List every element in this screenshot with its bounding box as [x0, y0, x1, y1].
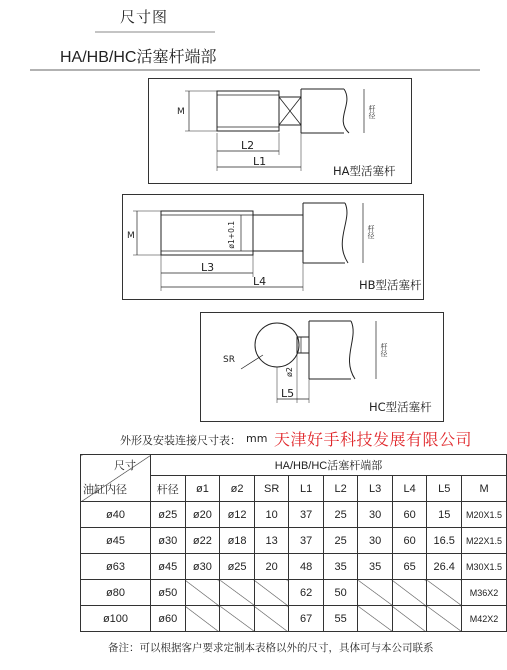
table-cell: 35: [358, 554, 392, 580]
column-header: L3: [358, 476, 392, 502]
ha-label-l1: L1: [253, 155, 267, 168]
table-cell: ø45: [150, 554, 185, 580]
table-cell: 62: [289, 580, 323, 606]
empty-cell: [254, 606, 289, 632]
hc-label-phi2: ø2: [285, 367, 294, 377]
table-cell: 55: [323, 606, 357, 632]
table-cell: 37: [289, 528, 323, 554]
table-cell: 20: [254, 554, 289, 580]
row-bore: ø40: [81, 502, 151, 528]
table-cell: ø50: [150, 580, 185, 606]
table-cell: 67: [289, 606, 323, 632]
empty-cell: [358, 606, 392, 632]
table-cell: 37: [289, 502, 323, 528]
hb-label-l4: L4: [253, 275, 267, 288]
table-cell: 26.4: [427, 554, 462, 580]
hc-label-sr: SR: [223, 355, 235, 365]
table-cell: 25: [323, 502, 357, 528]
figure-hb-frame: [122, 194, 424, 300]
ha-label-rod: 杆径: [368, 105, 376, 119]
column-header: L5: [427, 476, 462, 502]
table-intro-text: 外形及安装连接尺寸表：: [120, 434, 241, 447]
hc-label-l5: L5: [281, 387, 295, 400]
empty-cell: [220, 606, 255, 632]
column-header: ø1: [185, 476, 220, 502]
empty-cell: [392, 606, 426, 632]
ha-label-l2: L2: [241, 139, 255, 152]
row-bore: ø63: [81, 554, 151, 580]
table-cell: M22X1.5: [462, 528, 507, 554]
company-name: 天津好手科技发展有限公司: [274, 430, 473, 449]
table-cell: M30X1.5: [462, 554, 507, 580]
hb-label-phi1: ø1+0.1: [227, 221, 236, 249]
corner-bottom-label: 油缸内径: [83, 484, 127, 496]
hc-label-rod: 杆径: [380, 343, 388, 357]
table-cell: ø18: [220, 528, 255, 554]
figure-ha-frame: [148, 78, 412, 184]
spanning-header: HA/HB/HC活塞杆端部: [150, 455, 506, 476]
hc-caption: HC型活塞杆: [369, 400, 432, 414]
table-cell: 13: [254, 528, 289, 554]
table-cell: 65: [392, 554, 426, 580]
table-cell: 60: [392, 528, 426, 554]
table-cell: 50: [323, 580, 357, 606]
empty-cell: [427, 580, 462, 606]
table-row: [81, 502, 507, 528]
row-bore: ø45: [81, 528, 151, 554]
title-underline: [95, 30, 215, 34]
table-corner-cell: [81, 455, 151, 502]
section-title: HA/HB/HC活塞杆端部: [60, 49, 217, 66]
column-header: 杆径: [150, 476, 185, 502]
page-title: 尺寸图: [120, 8, 169, 26]
column-header: L2: [323, 476, 357, 502]
hb-label-l3: L3: [201, 261, 215, 274]
empty-cell: [427, 606, 462, 632]
figure-hc-frame: [200, 312, 444, 422]
hb-label-rod: 杆径: [367, 225, 375, 239]
table-cell: ø60: [150, 606, 185, 632]
table-cell: 48: [289, 554, 323, 580]
row-bore: ø80: [81, 580, 151, 606]
hb-label-m: M: [127, 231, 135, 241]
table-cell: ø25: [220, 554, 255, 580]
hb-caption: HB型活塞杆: [359, 278, 422, 292]
table-cell: M36X2: [462, 580, 507, 606]
table-cell: 15: [427, 502, 462, 528]
table-cell: ø22: [185, 528, 220, 554]
ha-caption: HA型活塞杆: [333, 164, 396, 178]
table-cell: 16.5: [427, 528, 462, 554]
table-cell: 35: [323, 554, 357, 580]
column-header: SR: [254, 476, 289, 502]
column-header: ø2: [220, 476, 255, 502]
table-cell: ø25: [150, 502, 185, 528]
table-cell: ø30: [185, 554, 220, 580]
empty-cell: [392, 580, 426, 606]
table-cell: ø20: [185, 502, 220, 528]
table-cell: 30: [358, 528, 392, 554]
table-cell: 60: [392, 502, 426, 528]
table-cell: 10: [254, 502, 289, 528]
corner-top-label: 尺寸: [113, 460, 136, 472]
section-divider: [30, 68, 480, 72]
column-header: L1: [289, 476, 323, 502]
unit-label: mm: [246, 432, 268, 445]
table-cell: 25: [323, 528, 357, 554]
table-row: [81, 554, 507, 580]
table-cell: ø12: [220, 502, 255, 528]
empty-cell: [254, 580, 289, 606]
empty-cell: [358, 580, 392, 606]
table-cell: M42X2: [462, 606, 507, 632]
row-bore: ø100: [81, 606, 151, 632]
footer-note: 备注：可以根据客户要求定制本表格以外的尺寸，具体可与本公司联系: [108, 642, 434, 654]
column-header: L4: [392, 476, 426, 502]
table-cell: 30: [358, 502, 392, 528]
table-row: [81, 528, 507, 554]
empty-cell: [185, 606, 220, 632]
dimension-table: [80, 454, 507, 632]
table-cell: M20X1.5: [462, 502, 507, 528]
column-header: M: [462, 476, 507, 502]
empty-cell: [185, 580, 220, 606]
ha-label-m: M: [177, 107, 185, 117]
table-row: [81, 580, 507, 606]
table-cell: ø30: [150, 528, 185, 554]
table-row: [81, 606, 507, 632]
empty-cell: [220, 580, 255, 606]
